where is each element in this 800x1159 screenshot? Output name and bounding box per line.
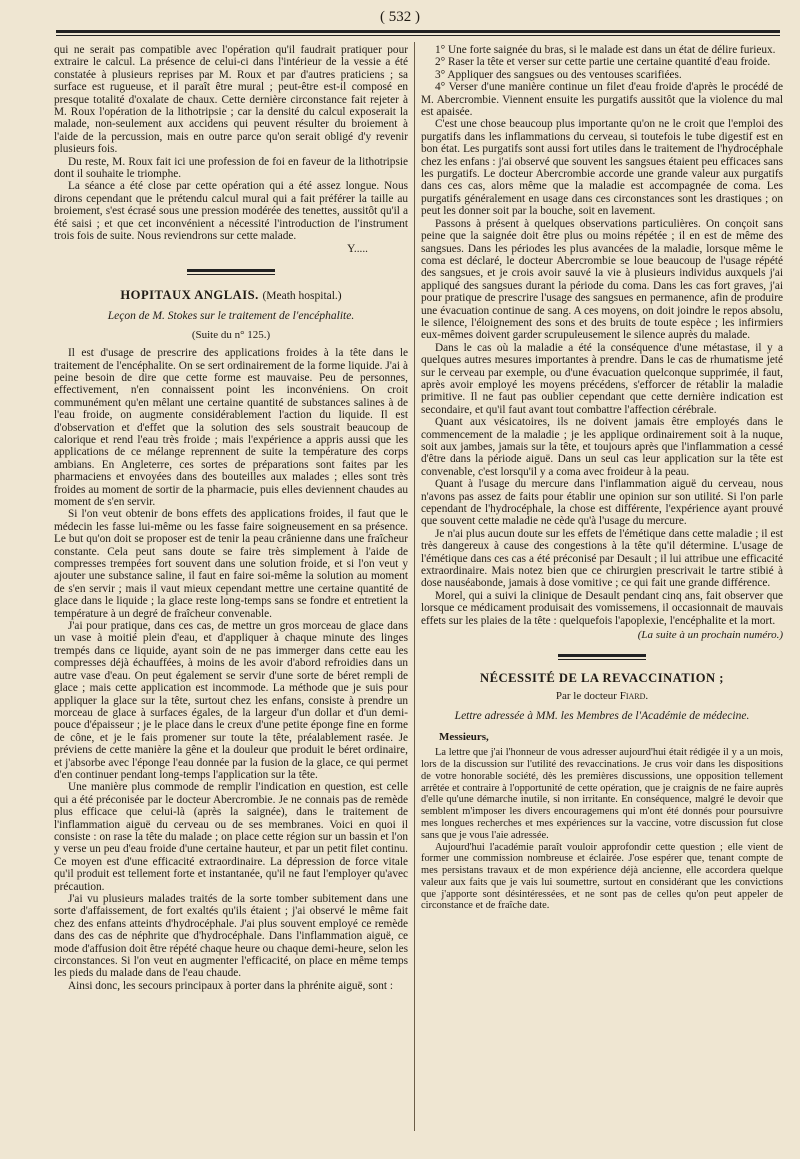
list-item: 3° Appliquer des sangsues ou des ventouses scarifiées. [435, 68, 682, 81]
paragraph: J'ai vu plusieurs malades traités de la sorte tomber subitement dans une sorte d'affaissement, de fort exaltés qu'ils étaient ; j'ai observé le même fait chez des enfans atteints d'hydrocéphale. J'ai plus souvent employé ce remède dans des cas de néphrite que d'hydrocéphale. Dans l'inflammation aiguë, ce mode d'affusion doit être répété chaque heure ou chaque demi-heure, selon les circonstances. Si l'on veut en augmenter l'efficacité, on place en même temps les pieds du malade dans de l'eau chaude. [54, 893, 408, 980]
author-name: Fiard. [619, 689, 649, 702]
paragraph: qui ne serait pas compatible avec l'opération qu'il faudrait pratiquer pour extraire le calcul. La présence de celui-ci dans l'intérieur de la vessie a été constatée à plusieurs reprises par M. Roux et par d'autres praticiens ; sa surface est rugueuse, et il paraît être mural ; peut-être est-il composé en presque totalité d'oxalate de chaux. Cette dernière circonstance fait rejeter à M. Roux l'opération de la lithotripsie ; car la densité du calcul exposerait la malade, non-seulement aux accidens qui peuvent résulter du broiement à l'aide de la percussion, mais en outre parce qu'on serait obligé d'y revenir plusieurs fois. [54, 44, 408, 156]
paragraph: Morel, qui a suivi la clinique de Desault pendant cinq ans, fait observer que lorsque ce médicament produisait des vomissemens, il occasionnait de mauvais effets sur les plaies de la tête : quelquefois l'apoplexie, l'encéphalite et la mort. [421, 589, 783, 627]
paragraph: Si l'on veut obtenir de bons effets des applications froides, il faut que le médecin les fasse lui-même ou les fasse faire soigneusement en sa présence. Le but qu'on doit se proposer est de tenir la peau crânienne dans une fraîcheur constante. Cela peut sans doute se faire très simplement à l'aide de compresses trempées fort souvent dans une solution froide, et si l'on veut y ajouter une substance saline, il faut en faire soi-même la solution au moment de s'en servir ; mais il vaut mieux cependant mettre une certaine quantité de glace dans le liquide ; la glace reste long-temps sans se fondre et entretient la température à un degré de fraîcheur convenable. [54, 508, 408, 620]
continued-note: (La suite à un prochain numéro.) [637, 629, 783, 642]
letter-title: Lettre adressée à MM. les Membres de l'Académie de médecine. [454, 710, 750, 723]
header-rule [56, 30, 780, 36]
section-separator [187, 269, 275, 275]
section-separator [558, 654, 646, 660]
list-item: 2° Raser la tête et verser sur cette partie une certaine quantité d'eau froide. [435, 56, 771, 69]
section-subtitle: Leçon de M. Stokes sur le traitement de l'encéphalite. [107, 310, 355, 323]
signature: Y..... [347, 242, 368, 255]
section-continued: (Suite du n° 125.) [191, 328, 271, 341]
paragraph: Une manière plus commode de remplir l'indication en question, est celle qui a été préconisée par le docteur Abercrombie. Je ne connais pas de remède plus efficace que celui-là (après la saignée), dans le traitement de l'inflammation aiguë du cerveau ou de ses membranes. Voici en quoi il consiste : on rase la tête du malade ; on place cette région sur un bassin et l'on y verse un peu d'eau froide d'une certaine hauteur, et par un petit filet continu. Ce moyen est d'une efficacité extraordinaire. La dépression de force vitale qu'il produit est tellement forte et instantanée, qu'il ne faut l'employer qu'avec précaution. [54, 781, 408, 893]
paragraph: Quant aux vésicatoires, ils ne doivent jamais être employés dans le commencement de la maladie ; je les applique ordinairement soit à la nuque, soit aux jambes, jamais sur la tête, et toujours après que l'inflammation a cessé d'être dans la période aiguë. Dans un seul cas leur application sur la tête est convenable, c'est lorsqu'il y a coma avec froideur à la peau. [421, 416, 783, 478]
paragraph: Ainsi donc, les secours principaux à porter dans la phrénite aiguë, sont : [68, 979, 394, 992]
paragraph: C'est une chose beaucoup plus importante qu'on ne le croit que l'emploi des purgatifs dans les inflammations du cerveau, si toutefois le tube digestif est en bon état. Les purgatifs sont aussi fort utiles dans le traitement de l'hydrocéphale chez les enfans : j'ai observé que souvent les sangsues étaient peu efficaces sans les purgatifs. Le docteur Abercrombie accorde une grande valeur aux purgatifs dans ces cas, alors même que la maladie est accompagnée de coma. Les purgatifs généralement en usage dans ces circonstances sont les drastiques ; on peut les donner soit par la bouche, soit en lavement. [421, 118, 783, 218]
paragraph: Dans le cas où la maladie a été la conséquence d'une métastase, il y a quelques autres mesures importantes à prendre. Dans le cas de rhumatisme jeté sur le cerveau par exemple, ou d'une évacuation quelconque supprimée, il faut, après avoir employé les moyens précédens, s'efforcer de rétablir la maladie primitive. Il ne faut pas oublier cependant que cette dernière indication est secondaire, et qu'il faut avant tout combattre l'affection cérébrale. [421, 341, 783, 416]
page-number: ( 532 ) [380, 9, 420, 25]
salutation: Messieurs, [439, 730, 489, 743]
paragraph: Aujourd'hui l'académie paraît vouloir approfondir cette question ; elle vient de former une commission nombreuse et éclairée. J'ose espérer que, tenant compte de mes persistans travaux et de mon expérience déjà ancienne, elle accordera quelque valeur aux faits que je vais lui soumettre, surtout en considérant que les convictions que j'apporte sont désintéressées, et ne sont pas de celles qu'on peut appeler de circonstance et de fraîche date. [421, 841, 783, 912]
author-line [421, 690, 783, 702]
letter-body [421, 747, 783, 912]
left-column [54, 44, 408, 1129]
paragraph: J'ai pour pratique, dans ces cas, de mettre un gros morceau de glace dans un vase à moitié plein d'eau, et d'appliquer à chaque minute des linges trempés dans ce liquide, ayant soin de ne pas immerger dans cette eau les compresses déjà échauffées, à moins de les avoir d'abord refroidies dans un autre vase d'eau. On peut également se servir d'une sorte de béret rempli de glace ; mais cette application est incommode. La méthode que je suis pour appliquer la glace sur la tête, surtout chez les enfans, consiste à prendre un morceau de glace à surfaces égales, de la largeur d'un dollar et d'un demi-pouce d'épaisseur ; je le place dans le creux d'une petite éponge fine en forme de cône, et je le fais promener sur toute la tête, préalablement rasée. Je préviens de cette manière la gêne et la douleur que produit le béret ordinaire, et j'absorbe avec l'éponge l'eau donnée par la fusion de la glace, ce qui permet d'en continuer pendant long-temps l'application sur la tête. [54, 620, 408, 781]
column-divider [414, 42, 415, 1131]
author-prefix: Par le docteur [555, 689, 617, 702]
paragraph: Je n'ai plus aucun doute sur les effets de l'émétique dans cette maladie ; il est très dangereux à cause des congestions à la tête qu'il détermine. L'usage de l'émétique dans ces cas a été préconisé par Desault ; il lui attribue une efficacité extraordinaire. Mais notez bien que ce chirurgien prescrivait le tartre stibié à dose nauséabonde, jamais à dose vomitive ; ce qui fait une grande différence. [421, 527, 783, 590]
section-title [54, 289, 408, 302]
section-title: NÉCESSITÉ DE LA REVACCINATION ; [480, 670, 724, 685]
list-item: 4° Verser d'une manière continue un filet d'eau froide d'après le procédé de M. Abercrombie. Viennent ensuite les purgatifs aussitôt que la violence du mal est apaisée. [421, 81, 783, 119]
paragraph: Du reste, M. Roux fait ici une profession de foi en faveur de la lithotripsie dont il souhaite le triomphe. [54, 155, 408, 181]
list-item: 1° Une forte saignée du bras, si le malade est dans un état de délire furieux. [435, 44, 776, 56]
paragraph: La lettre que j'ai l'honneur de vous adresser aujourd'hui était rédigée il y a un mois, lors de la discussion sur l'utilité des revaccinations. Je crus voir dans les dispositions de votre honorable société, dès les premières discussions, une opposition tellement arrêtée et contraire à l'opportunité de cette opération, que je craignis de ne faire auprès d'elle qu'une démarche inutile, si non irritante. En conséquence, malgré le devoir que semblent m'imposer les divers encouragemens qui m'ont été donnés pour poursuivre mes longues recherches et mes expériences sur la vaccine, votre discussion fut close sans que je vous l'aie adressée. [421, 747, 783, 841]
paragraph: Passons à présent à quelques observations particulières. On conçoit sans peine que la saignée doit être plus ou moins répétée ; il en est de même des sangsues. Dans les périodes les plus avancées de la maladie, lorsque même le coma est déclaré, le docteur Abercrombie se loue beaucoup de l'usage répété des sangsues, et je crois avoir sauvé la vie à plusieurs individus auxquels j'ai appliqué des sangsues durant la période du coma. Dans les cas fort graves, j'ai pour pratique de prescrire l'usage des sangsues en permanence, afin de produire une évacuation continue de sang. A ces moyens, on doit joindre le repos absolu, le silence, l'éloignement des sons et des bruits de toute espèce ; les infirmiers eux-mêmes doivent garder scrupuleusement le silence auprès du malade. [421, 217, 783, 342]
paragraph: La séance a été close par cette opération qui a été assez longue. Nous dirons cependant que le prétendu calcul mural qui a fait préférer la taille au broiement, s'est écrasé sous une pression modérée des tenettes, aussitôt qu'il a été saisi ; et que cet inconvénient a nécessité l'introduction de l'instrument trois fois de suite. Nous reviendrons sur cette malade. [54, 180, 408, 243]
section-hospital: (Meath hospital.) [262, 289, 342, 302]
section-title-text: HOPITAUX ANGLAIS. [120, 287, 259, 302]
right-column [421, 44, 783, 1129]
paragraph: Il est d'usage de prescrire des applications froides à la tête dans le traitement de l'encéphalite. On se sert ordinairement de la forme liquide. J'ai à peine besoin de dire que cette forme est mauvaise. Peu de personnes, effectivement, n'en connaissent point les inconvéniens. On croit communément qu'en mêlant une certaine quantité de substances salines à de l'eau froide, on augmente considérablement l'action du liquide. Il est d'observation et d'effet que la solution des sels soustrait beaucoup de calorique et rend l'eau très froide ; mais l'expérience a appris aussi que les applications de ce mélange reprennent de suite la température des corps ambians. En Angleterre, ces sortes de préparations sont faites par les pharmaciens et envoyées dans des bouteilles aux malades ; elles sont très froides au moment de sortir de la pharmacie, puis elles deviennent chaudes au moment de s'en servir. [54, 347, 408, 508]
paragraph: Quant à l'usage du mercure dans l'inflammation aiguë du cerveau, nous n'avons pas assez de faits pour établir une opinion sur son utilité. Si l'on parle cependant de l'hydrocéphale, la chose est différente, l'expérience ayant prouvé que souvent cette maladie ne cède qu'à l'usage du mercure. [421, 478, 783, 528]
